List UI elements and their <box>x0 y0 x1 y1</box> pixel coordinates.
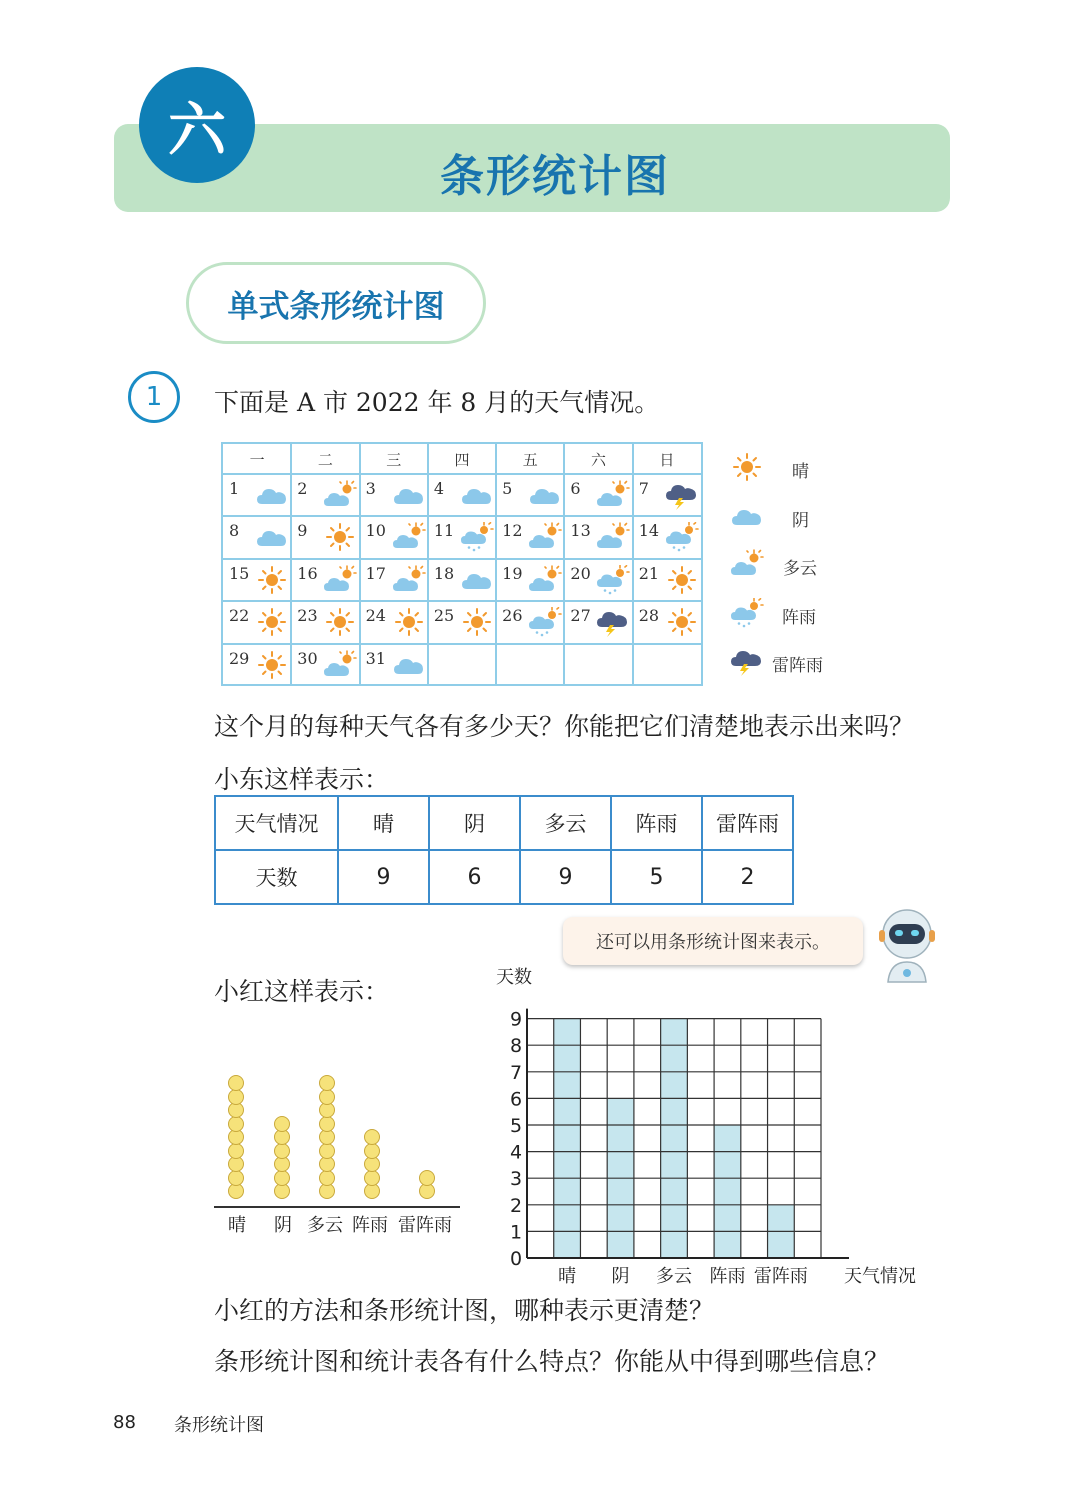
calendar-day-number: 3 <box>365 479 376 498</box>
calendar-day-cell <box>223 474 291 516</box>
calendar-day-number: 28 <box>638 606 660 626</box>
calendar-day-cell <box>564 559 632 601</box>
calendar-day-number: 13 <box>570 521 591 541</box>
bar <box>661 1019 688 1258</box>
calendar-day-number: 26 <box>502 606 523 626</box>
table-row-header: 天数 <box>215 850 338 904</box>
calendar-day-cell <box>360 516 428 558</box>
y-tick-label: 5 <box>509 1115 523 1137</box>
calendar-day-cell <box>564 601 632 643</box>
calendar-day-cell <box>564 474 632 516</box>
section-title: 单式条形统计图 <box>186 262 486 344</box>
calendar-day-number: 30 <box>297 648 318 668</box>
cloudy-icon <box>392 650 426 680</box>
sunny-icon <box>665 565 699 595</box>
calendar-day-number: 31 <box>365 648 386 668</box>
calendar-weekday: 日 <box>659 450 675 469</box>
calendar-day-cell <box>496 601 564 643</box>
x-category-label: 阵雨 <box>709 1266 746 1287</box>
shower-icon <box>665 522 699 552</box>
calendar-day-cell <box>360 559 428 601</box>
legend-label: 多云 <box>783 559 817 579</box>
calendar-day-cell <box>360 644 428 686</box>
calendar-day-cell <box>291 559 359 601</box>
chapter-title: 条形统计图 <box>440 151 670 202</box>
table-row <box>215 850 793 904</box>
dot-marker <box>419 1170 435 1186</box>
table-value-cell: 2 <box>702 850 793 904</box>
sunny-icon <box>255 650 289 680</box>
example-number-badge: 1 <box>128 371 180 423</box>
calendar-day-cell <box>291 474 359 516</box>
partly-cloudy-icon <box>392 522 426 552</box>
partly-cloudy-icon <box>323 565 357 595</box>
calendar-day-number: 2 <box>297 479 308 498</box>
legend-label: 阴 <box>792 510 809 531</box>
shower-icon <box>460 522 494 552</box>
dot-marker <box>319 1075 335 1091</box>
partly-cloudy-icon <box>323 480 357 510</box>
calendar-weekday: 五 <box>522 450 538 469</box>
partly-cloudy-icon <box>528 565 562 595</box>
dot-plot-category-label: 阴 <box>274 1215 292 1236</box>
calendar-day-number: 12 <box>502 521 523 541</box>
speech-bubble: 还可以用条形统计图来表示。 <box>563 917 863 965</box>
table-header-cell: 阴 <box>429 796 520 850</box>
x-category-label: 晴 <box>558 1266 577 1287</box>
xiaodong-label: 小东这样表示： <box>214 765 390 794</box>
calendar-day-number: 10 <box>365 521 386 541</box>
y-tick-label: 7 <box>509 1061 523 1084</box>
calendar-day-number: 19 <box>502 563 523 583</box>
question-text: 小红的方法和条形统计图，哪种表示更清楚？ <box>214 1296 715 1325</box>
calendar-day-cell <box>223 601 291 643</box>
shower-icon <box>730 598 764 628</box>
table-header-cell: 多云 <box>520 796 611 850</box>
chapter-number-badge: 六 <box>139 67 255 183</box>
cloudy-icon <box>730 501 764 531</box>
calendar-day-number: 22 <box>229 606 250 626</box>
calendar-day-cell <box>428 559 496 601</box>
partly-cloudy-icon <box>323 650 357 680</box>
x-category-label: 多云 <box>656 1266 692 1287</box>
cloudy-icon <box>392 480 426 510</box>
dot-marker <box>228 1075 244 1091</box>
x-category-label: 阴 <box>611 1266 630 1287</box>
table-row <box>215 796 793 850</box>
table-header-cell: 阵雨 <box>611 796 702 850</box>
bar <box>554 1019 581 1258</box>
legend-label: 雷阵雨 <box>772 656 823 676</box>
sunny-icon <box>323 522 357 552</box>
y-tick-label: 6 <box>509 1088 523 1111</box>
calendar-day-cell <box>428 601 496 643</box>
bar <box>714 1125 741 1258</box>
calendar-day-cell <box>496 516 564 558</box>
sunny-icon <box>665 607 699 637</box>
dot-marker <box>364 1129 380 1145</box>
calendar-weekday: 一 <box>249 450 265 469</box>
calendar-day-number: 11 <box>433 521 455 541</box>
dot-plot-category-label: 阵雨 <box>352 1215 388 1236</box>
calendar-day-number: 5 <box>502 479 513 498</box>
legend-label: 阵雨 <box>782 607 816 628</box>
calendar-day-cell <box>291 644 359 686</box>
table-header-cell: 雷阵雨 <box>702 796 793 850</box>
cloudy-icon <box>255 480 289 510</box>
partly-cloudy-icon <box>730 549 764 579</box>
calendar-day-cell <box>633 559 701 601</box>
table-header-cell: 晴 <box>338 796 429 850</box>
table-row-header: 天气情况 <box>215 796 338 850</box>
cloudy-icon <box>528 480 562 510</box>
question-text: 这个月的每种天气各有多少天？你能把它们清楚地表示出来吗？ <box>214 712 915 741</box>
table-value-cell: 9 <box>520 850 611 904</box>
dot-plot-baseline <box>214 1206 460 1208</box>
weather-table <box>214 795 794 905</box>
calendar-day-number: 20 <box>570 563 591 583</box>
calendar-day-number: 27 <box>570 606 591 626</box>
cloudy-icon <box>460 480 494 510</box>
y-tick-label: 3 <box>509 1168 523 1191</box>
calendar-day-cell <box>496 559 564 601</box>
running-title: 条形统计图 <box>174 1415 264 1436</box>
calendar-day-cell <box>223 559 291 601</box>
thunderstorm-icon <box>730 646 764 676</box>
weather-calendar <box>221 442 703 686</box>
calendar-day-number: 1 <box>229 479 240 498</box>
calendar-day-number: 9 <box>297 521 308 541</box>
partly-cloudy-icon <box>528 522 562 552</box>
bar-chart <box>480 960 930 1290</box>
shower-icon <box>596 565 630 595</box>
calendar-day-cell <box>360 601 428 643</box>
table-value-cell: 6 <box>429 850 520 904</box>
partly-cloudy-icon <box>596 480 630 510</box>
calendar-day-cell <box>428 516 496 558</box>
calendar-day-number: 15 <box>229 563 250 583</box>
dot-plot-category-label: 晴 <box>228 1215 246 1236</box>
calendar-weekday: 二 <box>317 450 333 469</box>
calendar-day-cell <box>633 474 701 516</box>
y-tick-label: 1 <box>509 1221 523 1244</box>
y-tick-label: 2 <box>509 1194 523 1217</box>
calendar-day-cell <box>633 601 701 643</box>
calendar-day-number: 7 <box>638 479 649 498</box>
y-tick-label: 0 <box>509 1248 523 1270</box>
legend-label: 晴 <box>792 462 809 482</box>
calendar-day-number: 23 <box>297 606 318 626</box>
sunny-icon <box>323 607 357 637</box>
sunny-icon <box>255 565 289 595</box>
x-category-label: 雷阵雨 <box>753 1266 808 1287</box>
x-axis-label: 天气情况 <box>844 1266 916 1287</box>
y-tick-label: 4 <box>509 1141 523 1164</box>
partly-cloudy-icon <box>392 565 426 595</box>
calendar-weekday: 四 <box>454 450 470 469</box>
calendar-day-cell <box>360 474 428 516</box>
calendar-day-number: 29 <box>229 648 250 668</box>
calendar-day-cell <box>291 601 359 643</box>
y-tick-label: 8 <box>509 1035 523 1058</box>
sunny-icon <box>460 607 494 637</box>
dot-plot-category-label: 雷阵雨 <box>398 1215 452 1236</box>
intro-text: 下面是 A 市 2022 年 8 月的天气情况。 <box>214 388 660 417</box>
calendar-day-number: 6 <box>570 479 581 498</box>
calendar-day-number: 16 <box>297 563 318 583</box>
question-text: 条形统计图和统计表各有什么特点？你能从中得到哪些信息？ <box>214 1347 890 1376</box>
calendar-day-cell <box>223 644 291 686</box>
calendar-weekday: 三 <box>386 450 402 469</box>
cloudy-icon <box>255 522 289 552</box>
y-axis-label: 天数 <box>496 967 532 988</box>
dot-plot-category-label: 多云 <box>307 1215 343 1236</box>
xiaohong-label: 小红这样表示： <box>214 977 390 1006</box>
partly-cloudy-icon <box>596 522 630 552</box>
calendar-day-number: 14 <box>638 521 660 541</box>
sunny-icon <box>255 607 289 637</box>
calendar-day-cell <box>428 474 496 516</box>
calendar-day-cell <box>291 516 359 558</box>
calendar-day-number: 21 <box>638 563 660 583</box>
table-value-cell: 9 <box>338 850 429 904</box>
calendar-day-number: 24 <box>365 606 386 626</box>
calendar-day-cell <box>223 516 291 558</box>
calendar-day-number: 4 <box>433 479 445 498</box>
calendar-day-cell <box>633 516 701 558</box>
calendar-day-number: 8 <box>229 521 240 541</box>
page-number: 88 <box>113 1412 136 1433</box>
thunderstorm-icon <box>596 607 630 637</box>
calendar-day-number: 17 <box>365 563 386 583</box>
sunny-icon <box>392 607 426 637</box>
thunderstorm-icon <box>665 480 699 510</box>
cloudy-icon <box>460 565 494 595</box>
sunny-icon <box>730 452 764 482</box>
calendar-day-number: 18 <box>433 563 455 583</box>
table-value-cell: 5 <box>611 850 702 904</box>
calendar-weekday: 六 <box>591 450 607 469</box>
calendar-day-cell <box>564 516 632 558</box>
calendar-day-cell <box>496 474 564 516</box>
y-tick-label: 9 <box>509 1008 523 1031</box>
calendar-day-number: 25 <box>433 606 455 626</box>
dot-marker <box>274 1116 290 1132</box>
shower-icon <box>528 607 562 637</box>
